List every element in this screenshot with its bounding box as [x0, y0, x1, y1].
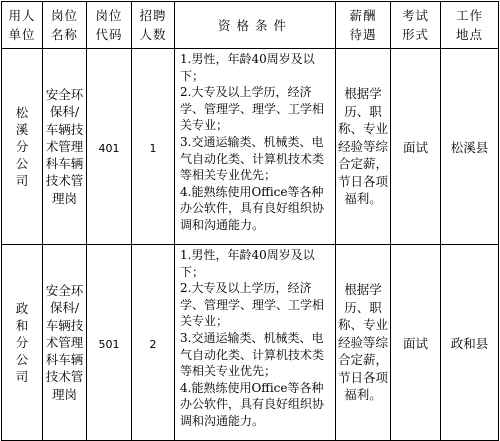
qualification-item: 4.能熟练使用Office等各种办公软件，具有良好组织协调和沟通能力。	[180, 184, 325, 232]
cell-qualifications	[175, 49, 336, 245]
cell-pay: 根据学历、职称、专业经验等综合定薪，节日各项福利。	[336, 49, 391, 245]
qualification-item: 2.大专及以上学历，经济学、管理学、理学、工学相关专业；	[180, 281, 325, 329]
recruitment-table-container	[1, 1, 499, 441]
cell-position: 安全环保科/车辆技术管理科车辆技术管理岗	[43, 245, 87, 441]
cell-unit: 政和分公司	[2, 245, 43, 441]
header-count: 招聘人数	[132, 2, 175, 49]
cell-code: 501	[87, 245, 132, 441]
header-qualifications: 资格条件	[175, 2, 336, 49]
qualification-item: 2.大专及以上学历，经济学、管理学、理学、工学相关专业；	[180, 85, 325, 133]
table-header-row	[2, 2, 499, 49]
cell-pay: 根据学历、职称、专业经验等综合定薪，节日各项福利。	[336, 245, 391, 441]
qualification-item: 3.交通运输类、机械类、电气自动化类、计算机技术类等相关专业优先；	[180, 134, 325, 183]
table-row	[2, 245, 499, 441]
table-row	[2, 49, 499, 245]
cell-position: 安全环保科/车辆技术管理科车辆技术管理岗	[43, 49, 87, 245]
cell-count: 1	[132, 49, 175, 245]
cell-count: 2	[132, 245, 175, 441]
cell-location: 政和县	[441, 245, 499, 441]
header-exam: 考试形式	[391, 2, 441, 49]
header-pay: 薪酬待遇	[336, 2, 391, 49]
header-unit: 用人单位	[2, 2, 43, 49]
qualification-item: 4.能熟练使用Office等各种办公软件，具有良好组织协调和沟通能力。	[180, 380, 325, 428]
header-position: 岗位名称	[43, 2, 87, 49]
qualification-item: 3.交通运输类、机械类、电气自动化类、计算机技术类等相关专业优先；	[180, 330, 325, 379]
cell-code: 401	[87, 49, 132, 245]
header-location: 工作地点	[441, 2, 499, 49]
cell-location: 松溪县	[441, 49, 499, 245]
cell-unit: 松溪分公司	[2, 49, 43, 245]
qualification-item: 1.男性，年龄40周岁及以下；	[180, 248, 315, 279]
cell-qualifications	[175, 245, 336, 441]
header-code: 岗位代码	[87, 2, 132, 49]
cell-exam: 面试	[391, 49, 441, 245]
cell-exam: 面试	[391, 245, 441, 441]
recruitment-table	[1, 1, 499, 441]
qualification-item: 1.男性，年龄40周岁及以下；	[180, 52, 315, 83]
